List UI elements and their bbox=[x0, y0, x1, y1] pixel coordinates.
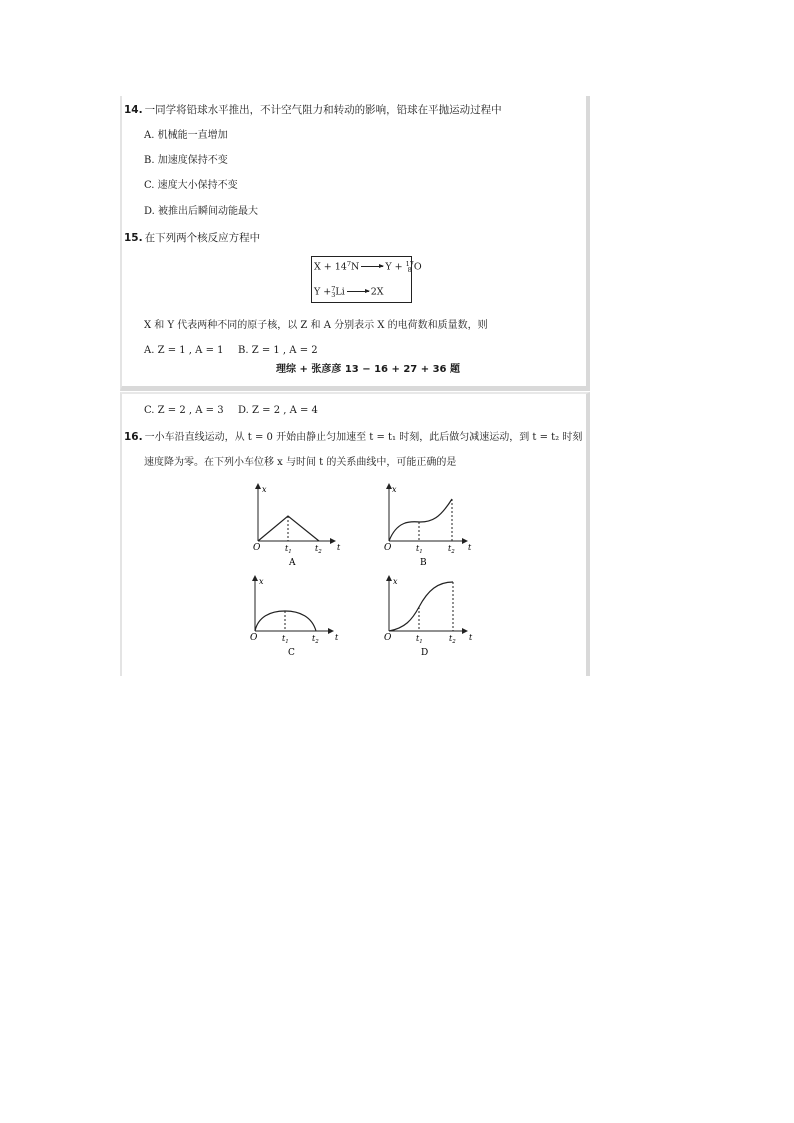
graph-b-caption: B bbox=[420, 558, 427, 568]
q14-stem: 一同学将铅球水平推出，不计空气阻力和转动的影响，铅球在平抛运动过程中 bbox=[144, 104, 502, 116]
graph-b-y-label: x bbox=[392, 485, 397, 494]
q15-number: 15. bbox=[124, 232, 143, 244]
graph-b-t1: $t_1$ bbox=[416, 544, 423, 555]
nitrogen-symbol: N bbox=[351, 261, 360, 273]
reaction-1-right: Y + bbox=[385, 261, 406, 273]
q16-stem-1: 一小车沿直线运动，从 t = 0 开始由静止匀加速至 t = t₁ 时刻，此后做匀减速运动，到 t = t₂ 时刻 bbox=[144, 432, 583, 443]
oxygen-mass: 17 bbox=[405, 260, 414, 268]
lithium-symbol: Li bbox=[335, 286, 345, 298]
q15-option-d: D. Z = 2 , A = 4 bbox=[238, 405, 318, 416]
graph-d-t2: $t_2$ bbox=[449, 634, 456, 645]
q15-option-a: A. Z = 1 , A = 1 bbox=[144, 345, 224, 356]
reaction-1-left: X + 14 bbox=[314, 261, 347, 273]
reaction-2-left: Y + bbox=[314, 286, 332, 298]
graph-c-y-label: x bbox=[259, 577, 264, 586]
graph-c-t1: $t_1$ bbox=[282, 634, 289, 645]
q14-option-a: A. 机械能一直增加 bbox=[144, 130, 228, 141]
oxygen-symbol: O bbox=[413, 261, 422, 273]
graph-b bbox=[389, 484, 467, 541]
graph-d-t-label: t bbox=[469, 633, 473, 642]
graph-d-caption: D bbox=[421, 648, 429, 658]
graph-b-t-label: t bbox=[468, 543, 472, 552]
q15-description: X 和 Y 代表两种不同的原子核，以 Z 和 A 分别表示 X 的电荷数和质量数，则 bbox=[144, 320, 488, 331]
q15-option-c: C. Z = 2 , A = 3 bbox=[144, 405, 224, 416]
graph-c-t-label: t bbox=[335, 633, 339, 642]
graph-a-t-label: t bbox=[337, 543, 341, 552]
graph-c-origin: O bbox=[250, 633, 258, 643]
q15-option-b: B. Z = 1 , A = 2 bbox=[238, 345, 318, 356]
graph-a-y-label: x bbox=[262, 485, 267, 494]
reaction-2-right: 2X bbox=[370, 286, 384, 298]
graph-b-origin: O bbox=[384, 543, 392, 553]
lithium-charge: 3 bbox=[331, 291, 336, 299]
graph-a-t2: $t_2$ bbox=[315, 544, 322, 555]
q16-number: 16. bbox=[124, 431, 143, 443]
page-footer-label: 理综 + 张彦彦 13 − 16 + 27 + 36 题 bbox=[276, 364, 460, 375]
graph-d bbox=[389, 576, 467, 631]
graph-d-t1: $t_1$ bbox=[416, 634, 423, 645]
nitrogen-index: 7 bbox=[346, 259, 351, 268]
q16-stem-line-2: 速度降为零。在下列小车位移 x 与时间 t 的关系曲线中，可能正确的是 bbox=[144, 457, 457, 468]
graph-b-curve bbox=[389, 499, 452, 541]
graph-d-origin: O bbox=[384, 633, 392, 643]
q15-stem: 在下列两个核反应方程中 bbox=[144, 232, 261, 244]
graph-a-caption: A bbox=[289, 558, 296, 568]
graph-a-origin: O bbox=[253, 543, 261, 553]
graph-a-t1: $t_1$ bbox=[285, 544, 292, 555]
oxygen-charge: 8 bbox=[407, 266, 412, 274]
q14-option-b: B. 加速度保持不变 bbox=[144, 155, 228, 166]
graph-d-curve bbox=[389, 582, 453, 631]
graph-c-t2: $t_2$ bbox=[312, 634, 319, 645]
graph-a bbox=[258, 484, 335, 541]
q14-option-c: C. 速度大小保持不变 bbox=[144, 180, 238, 191]
q14-option-d: D. 被推出后瞬间动能最大 bbox=[144, 206, 259, 217]
graph-b-t2: $t_2$ bbox=[448, 544, 455, 555]
graph-c-caption: C bbox=[288, 648, 295, 658]
lithium-mass: 7 bbox=[331, 285, 336, 293]
graph-d-y-label: x bbox=[393, 577, 398, 586]
graph-c bbox=[255, 576, 333, 631]
q14-number: 14. bbox=[124, 104, 143, 116]
